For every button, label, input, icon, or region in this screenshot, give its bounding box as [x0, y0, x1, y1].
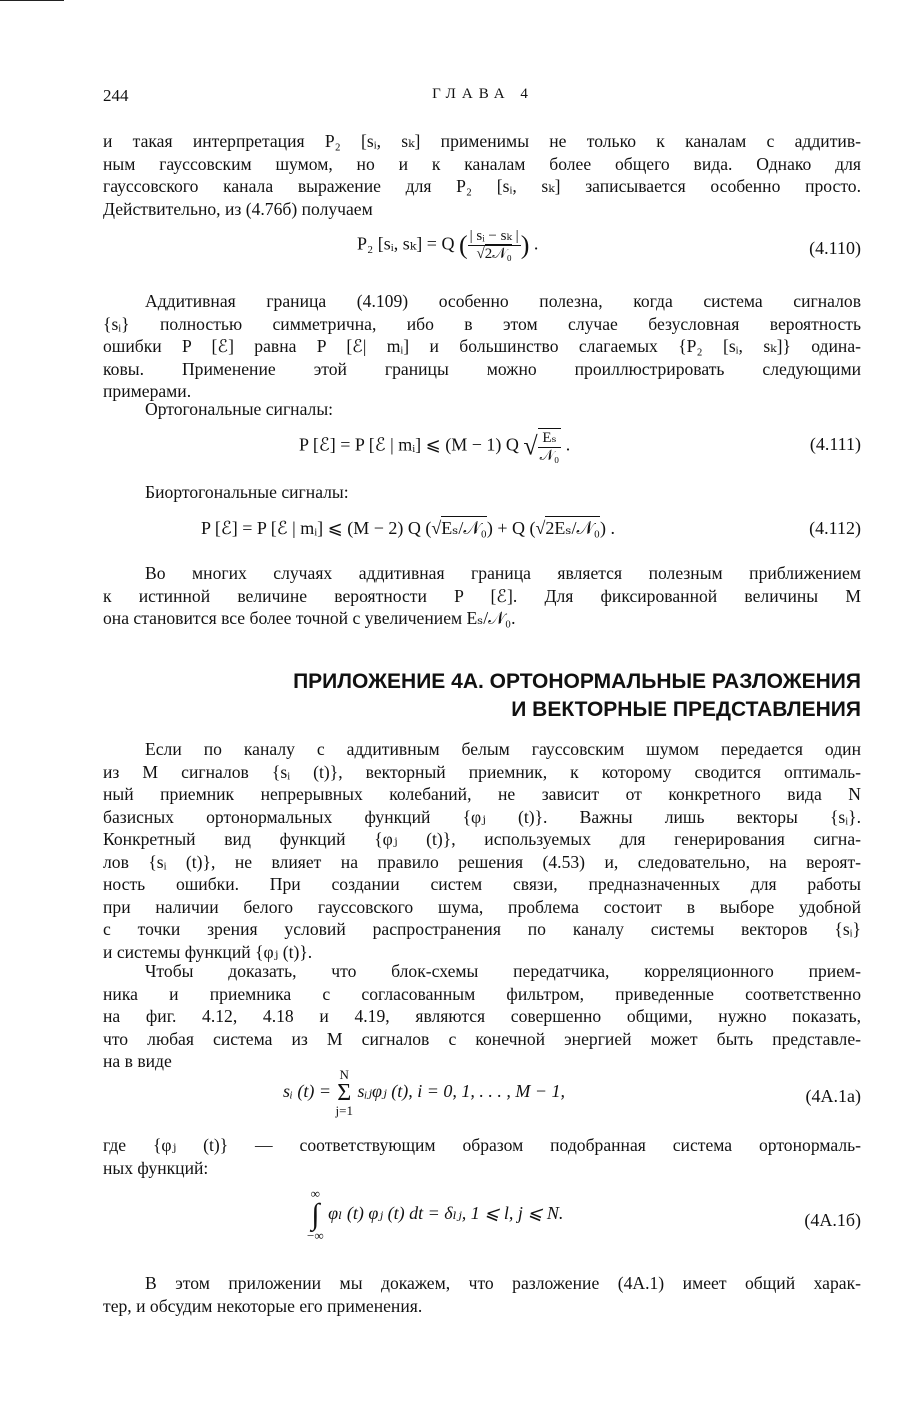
- text-line: Биортогональные сигналы:: [145, 482, 349, 502]
- summation-sign: N Σ j=1: [335, 1067, 353, 1118]
- eq-body: φₗ (t) φⱼ (t) dt = δₗⱼ, 1 ⩽ l, j ⩽ N.: [328, 1203, 564, 1224]
- text-line: с точки зрения условий распространения по каналу системы векторов {sᵢ}: [103, 919, 861, 939]
- text-line: на фиг. 4.12, 4.18 и 4.19, являются совершенно общими, нужно показать,: [103, 1006, 861, 1026]
- heading-line-1: ПРИЛОЖЕНИЕ 4А. ОРТОНОРМАЛЬНЫЕ РАЗЛОЖЕНИЯ: [293, 670, 861, 693]
- eq-radicand-1: Eₛ/𝒩₀: [441, 518, 487, 538]
- chapter-title: ГЛАВА 4: [432, 86, 534, 102]
- text-line: базисных ортонормальных функций {φⱼ (t)}. Важны лишь векторы {sᵢ}.: [103, 806, 861, 827]
- equation-number: (4.111): [809, 434, 861, 454]
- text-line: где {φⱼ (t)} — соответствующим образом подобранная система ортонормаль-: [103, 1135, 861, 1155]
- sum-lower: j=1: [335, 1103, 353, 1118]
- text-line: Ортогональные сигналы:: [145, 399, 334, 419]
- text-line: на в виде: [103, 1051, 172, 1071]
- int-upper: ∞: [310, 1186, 320, 1201]
- paragraph-2: [103, 290, 861, 403]
- orthogonal-label: [145, 398, 645, 421]
- text-line: примерами.: [103, 381, 192, 401]
- text-line: ковы. Применение этой границы можно проиллюстрировать следующими: [103, 358, 861, 379]
- text-line: ность ошибки. При создании систем связи, предназначенных для работы: [103, 874, 861, 894]
- eq-tail: ) .: [600, 518, 615, 538]
- text-line: Во многих случаях аддитивная граница является полезным приближением: [145, 563, 861, 583]
- equation-4-110: P₂ [sᵢ, sₖ] = Q ( $\frac{\text{| sᵢ − sₖ |}}{\text{√2𝒩₀}}$ ) . (4.110): [357, 228, 861, 262]
- eq-denominator: 2𝒩₀: [484, 246, 512, 262]
- page-header: [103, 86, 863, 110]
- eq-body: P [ℰ] = P [ℰ | mᵢ] ⩽ (M − 2) Q (: [201, 518, 432, 538]
- equation-4-112: P [ℰ] = P [ℰ | mᵢ] ⩽ (M − 2) Q (√Eₛ/𝒩₀) + Q (√2Eₛ/𝒩₀) . (4.112): [201, 518, 861, 538]
- paragraph-7: [103, 1272, 861, 1317]
- text-line: гауссовского канала выражение для P₂ [sᵢ, sₖ] записывается особенно просто.: [103, 176, 861, 196]
- biorthogonal-label: [145, 481, 645, 504]
- text-line: ным гауссовским шумом, но и к каналам более общего вида. Однако для: [103, 153, 861, 174]
- paragraph-3: [103, 562, 861, 630]
- page-number: 244: [103, 86, 129, 105]
- text-line: и такая интерпретация P₂ [sᵢ, sₖ] применимы не только к каналам с аддитив-: [103, 131, 861, 151]
- equation-number: (4.110): [809, 238, 861, 258]
- sum-upper: N: [339, 1067, 349, 1082]
- eq-radicand-2: 2Eₛ/𝒩₀: [545, 518, 600, 538]
- equation-4a-1a: [103, 1068, 861, 1128]
- text-line: и системы функций {φⱼ (t)}.: [103, 941, 313, 962]
- equation-number: (4А.1а): [805, 1086, 861, 1106]
- paragraph-1: [103, 130, 861, 220]
- text-line: Чтобы доказать, что блок-схемы передатчика, корреляционного прием-: [145, 961, 861, 981]
- text-line: ный приемник непрерывных колебаний, не зависит от конкретного вида N: [103, 784, 861, 804]
- equation-number: (4.112): [809, 518, 861, 538]
- eq-body: P [ℰ] = P [ℰ | mᵢ] ⩽ (M − 1) Q: [299, 434, 519, 455]
- integral-sign: ∞ ∫ −∞: [307, 1186, 324, 1243]
- eq-lhs: sᵢ (t) =: [283, 1081, 331, 1102]
- paragraph-5: [103, 960, 861, 1073]
- text-line: что любая система из M сигналов с конечной энергией может быть представле-: [103, 1028, 861, 1049]
- text-line: Конкретный вид функций {φⱼ (t)}, используемых для генерирования сигна-: [103, 829, 861, 849]
- top-rule: [0, 0, 64, 1]
- text-line: лов {sᵢ (t)}, не влияет на правило решения (4.53) и, следовательно, на вероят-: [103, 851, 861, 872]
- equation-4-111: P [ℰ] = P [ℰ | mᵢ] ⩽ (M − 1) Q √ $\frac{\text{Eₛ}}{\text{𝒩₀}}$ . (4.111): [299, 430, 861, 464]
- text-line: ника и приемника с согласованным фильтром, приведенные соответственно: [103, 983, 861, 1004]
- eq-denominator: 𝒩₀: [539, 448, 560, 464]
- eq-numerator: Eₛ: [538, 430, 562, 448]
- eq-lhs: P₂ [sᵢ, sₖ] = Q: [357, 233, 455, 254]
- text-line: Аддитивная граница (4.109) особенно полезна, когда система сигналов: [145, 291, 861, 311]
- heading-line-2: И ВЕКТОРНЫЕ ПРЕДСТАВЛЕНИЯ: [511, 698, 861, 721]
- text-line: Действительно, из (4.76б) получаем: [103, 198, 373, 219]
- equation-number: (4А.1б): [804, 1210, 861, 1230]
- text-line: {sᵢ} полностью симметрична, ибо в этом случае безусловная вероятность: [103, 313, 861, 334]
- eq-rhs: sᵢⱼφⱼ (t), i = 0, 1, . . . , M − 1,: [357, 1081, 566, 1102]
- eq-numerator: | sᵢ − sₖ |: [469, 228, 519, 244]
- text-line: из M сигналов {sᵢ (t)}, векторный приемник, к которому сводится оптималь-: [103, 761, 861, 782]
- appendix-heading: [103, 668, 861, 724]
- eq-tail: .: [533, 233, 539, 254]
- equation-4a-1b: [103, 1188, 861, 1258]
- text-line: при наличии белого гауссовского шума, проблема состоит в выборе удобной: [103, 896, 861, 917]
- eq-mid: ) + Q (: [486, 518, 536, 538]
- text-line: тер, и обсудим некоторые его применения.: [103, 1295, 423, 1316]
- text-line: ошибки P [ℰ] равна P [ℰ| mᵢ] и большинство слагаемых {P₂ [sᵢ, sₖ]} одина-: [103, 336, 861, 356]
- text-line: ных функций:: [103, 1157, 209, 1178]
- text-line: к истинной величине вероятности P [ℰ]. Для фиксированной величины M: [103, 585, 861, 606]
- text-line: В этом приложении мы докажем, что разложение (4А.1) имеет общий харак-: [145, 1273, 861, 1293]
- text-line: Если по каналу с аддитивным белым гауссовским шумом передается один: [145, 739, 861, 759]
- paragraph-4: [103, 738, 861, 963]
- paragraph-6: [103, 1134, 861, 1179]
- eq-tail: .: [565, 434, 571, 455]
- text-line: она становится все более точной с увеличением Eₛ/𝒩₀.: [103, 608, 516, 628]
- int-lower: −∞: [307, 1228, 324, 1243]
